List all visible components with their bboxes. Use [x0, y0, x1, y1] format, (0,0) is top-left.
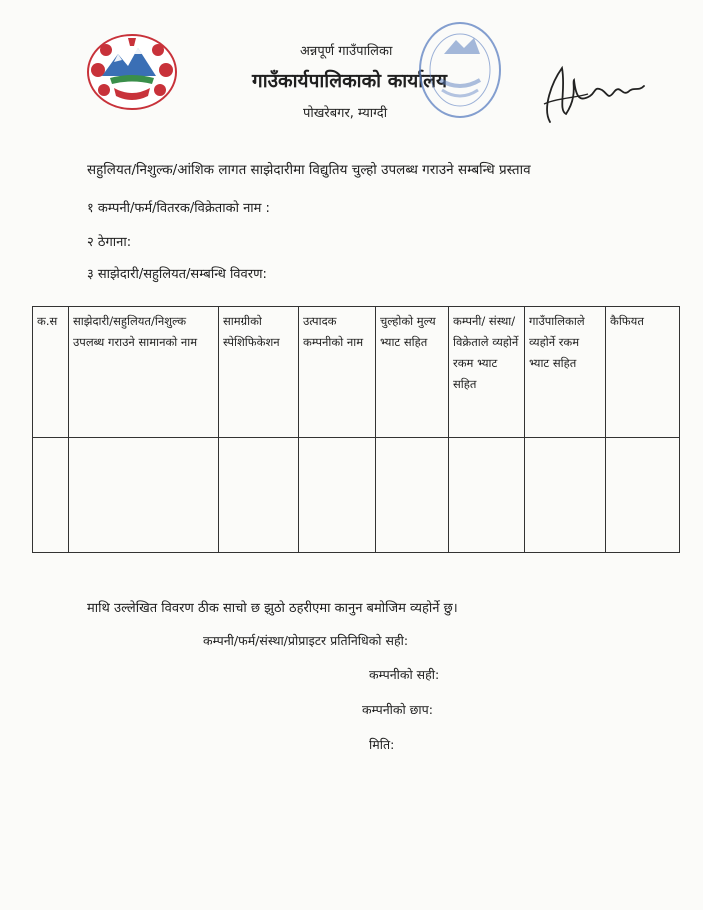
table-cell[interactable] [376, 438, 449, 553]
representative-signature-label: कम्पनी/फर्म/संस्था/प्रोप्राइटर प्रतिनिधिको सही: [203, 633, 409, 648]
table-row [33, 438, 680, 553]
date-label: मिति: [369, 737, 395, 752]
col-manufacturer: उत्पादक कम्पनीको नाम [299, 307, 376, 438]
office-address: पोखरेबगर, म्याग्दी [303, 106, 388, 121]
nepal-emblem-logo [84, 32, 180, 112]
col-remarks: कैफियत [606, 307, 680, 438]
col-stove-price: चुल्होको मुल्य भ्याट सहित [376, 307, 449, 438]
col-company-share: कम्पनी/ संस्था/ विक्रेताले व्यहोर्ने रकम भ्याट सहित [449, 307, 525, 438]
table-cell[interactable] [69, 438, 219, 553]
document-title: सहुलियत/निशुल्क/आंशिक लागत साझेदारीमा विद्युतिय चुल्हो उपलब्ध गराउने सम्बन्धि प्रस्ताव [87, 162, 531, 178]
col-serial: क.स [33, 307, 69, 438]
col-item-name: साझेदारी/सहुलियत/निशुल्क उपलब्ध गराउने सामानको नाम [69, 307, 219, 438]
handwritten-signature [536, 60, 656, 132]
declaration-text: माथि उल्लेखित विवरण ठीक साचो छ झुठो ठहरीएमा कानुन बमोजिम व्यहोर्ने छु। [87, 601, 458, 616]
municipality-name: अन्नपूर्ण गाउँपालिका [300, 44, 393, 59]
company-stamp-label: कम्पनीको छाप: [362, 702, 433, 717]
col-specification: सामग्रीको स्पेशिफिकेशन [219, 307, 299, 438]
table-cell[interactable] [525, 438, 606, 553]
company-signature-label: कम्पनीको सही: [369, 667, 440, 682]
table-cell[interactable] [449, 438, 525, 553]
table-cell[interactable] [33, 438, 69, 553]
detail-table [32, 306, 680, 553]
office-stamp [414, 18, 506, 124]
field-details: ३ साझेदारी/सहुलियत/सम्बन्धि विवरण: [87, 267, 267, 282]
field-company-name: १ कम्पनी/फर्म/वितरक/विक्रेताको नाम : [87, 201, 270, 216]
table-cell[interactable] [299, 438, 376, 553]
table-cell[interactable] [219, 438, 299, 553]
office-title: गाउँकार्यपालिकाको कार्यालय [252, 70, 448, 92]
table-header-row [33, 307, 680, 438]
field-address: २ ठेगाना: [87, 235, 132, 250]
col-municipality-share: गाउँपालिकाले व्यहोर्ने रकम भ्याट सहित [525, 307, 606, 438]
table-cell[interactable] [606, 438, 680, 553]
